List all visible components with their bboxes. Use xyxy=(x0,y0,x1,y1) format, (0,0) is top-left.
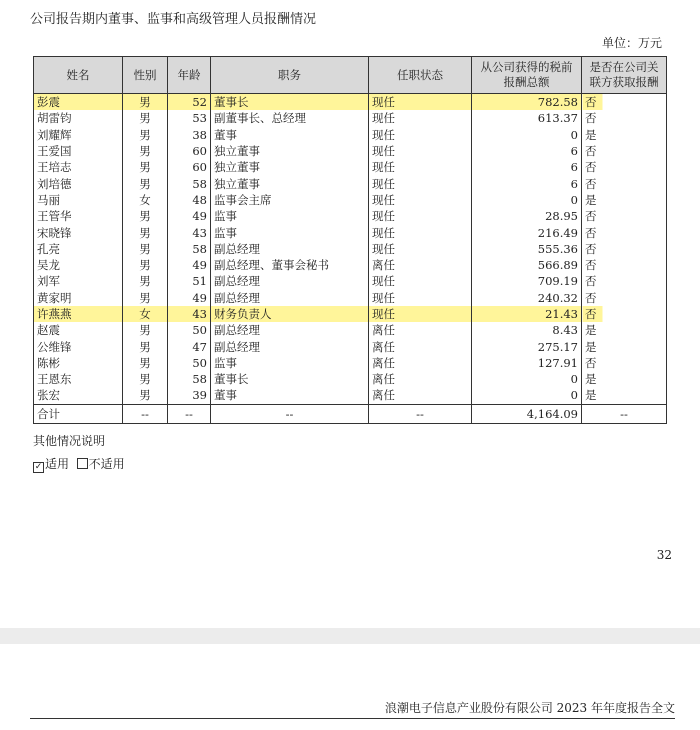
cell-name: 吴龙 xyxy=(34,257,123,273)
cell-pay: 0 xyxy=(472,127,582,143)
cell-name: 彭震 xyxy=(34,94,123,111)
cell-status: 现任 xyxy=(369,224,472,240)
cell-age: 50 xyxy=(168,322,211,338)
cell-pay: 8.43 xyxy=(472,322,582,338)
cell-position: 副总经理 xyxy=(211,290,369,306)
applicability-options xyxy=(33,455,125,473)
table-row xyxy=(34,192,667,208)
cell-status: 离任 xyxy=(369,338,472,354)
cell-related: 否 xyxy=(582,224,667,240)
total-cell-position: -- xyxy=(211,404,369,423)
cell-name: 刘军 xyxy=(34,273,123,289)
cell-name: 胡雷钧 xyxy=(34,110,123,126)
cell-gender: 男 xyxy=(123,371,168,387)
cell-related: 否 xyxy=(582,159,667,175)
cell-position: 监事 xyxy=(211,208,369,224)
cell-status: 离任 xyxy=(369,371,472,387)
compensation-table xyxy=(33,56,667,424)
cell-related: 否 xyxy=(582,306,667,322)
cell-age: 49 xyxy=(168,290,211,306)
cell-related: 否 xyxy=(582,273,667,289)
cell-pay: 28.95 xyxy=(472,208,582,224)
cell-position: 副总经理、董事会秘书 xyxy=(211,257,369,273)
cell-pay: 0 xyxy=(472,371,582,387)
cell-gender: 男 xyxy=(123,273,168,289)
cell-position: 监事 xyxy=(211,224,369,240)
cell-pay: 709.19 xyxy=(472,273,582,289)
cell-gender: 男 xyxy=(123,224,168,240)
cell-status: 现任 xyxy=(369,110,472,126)
cell-status: 现任 xyxy=(369,192,472,208)
cell-age: 58 xyxy=(168,371,211,387)
cell-pay: 555.36 xyxy=(472,241,582,257)
cell-related: 否 xyxy=(582,241,667,257)
cell-gender: 男 xyxy=(123,290,168,306)
cell-age: 58 xyxy=(168,175,211,191)
table-row xyxy=(34,290,667,306)
cell-gender: 男 xyxy=(123,208,168,224)
cell-related: 否 xyxy=(582,355,667,371)
header-status: 任职状态 xyxy=(369,57,472,94)
table-row xyxy=(34,322,667,338)
cell-pay: 566.89 xyxy=(472,257,582,273)
cell-position: 独立董事 xyxy=(211,175,369,191)
header-name: 姓名 xyxy=(34,57,123,94)
page-footer: 浪潮电子信息产业股份有限公司 2023 年年度报告全文 xyxy=(384,701,675,715)
cell-name: 王管华 xyxy=(34,208,123,224)
cell-related: 是 xyxy=(582,371,667,387)
cell-position: 董事长 xyxy=(211,371,369,387)
total-cell-age: -- xyxy=(168,404,211,423)
cell-gender: 男 xyxy=(123,127,168,143)
total-cell-related: -- xyxy=(582,404,667,423)
page-gap xyxy=(0,628,700,644)
total-cell-gender: -- xyxy=(123,404,168,423)
cell-position: 副总经理 xyxy=(211,273,369,289)
cell-pay: 240.32 xyxy=(472,290,582,306)
cell-position: 副总经理 xyxy=(211,322,369,338)
cell-related: 是 xyxy=(582,192,667,208)
cell-gender: 男 xyxy=(123,143,168,159)
cell-pay: 275.17 xyxy=(472,338,582,354)
table-row xyxy=(34,159,667,175)
cell-related: 是 xyxy=(582,322,667,338)
cell-position: 独立董事 xyxy=(211,143,369,159)
total-row xyxy=(34,404,667,423)
cell-status: 离任 xyxy=(369,355,472,371)
footer-divider xyxy=(30,718,675,719)
cell-name: 王培志 xyxy=(34,159,123,175)
cell-status: 现任 xyxy=(369,273,472,289)
cell-related: 否 xyxy=(582,143,667,159)
cell-name: 孔亮 xyxy=(34,241,123,257)
table-header-row xyxy=(34,57,667,94)
cell-pay: 782.58 xyxy=(472,94,582,111)
cell-name: 王恩东 xyxy=(34,371,123,387)
cell-status: 现任 xyxy=(369,94,472,111)
cell-pay: 0 xyxy=(472,192,582,208)
cell-gender: 男 xyxy=(123,110,168,126)
cell-status: 离任 xyxy=(369,322,472,338)
cell-name: 刘培德 xyxy=(34,175,123,191)
header-age: 年龄 xyxy=(168,57,211,94)
cell-position: 董事长 xyxy=(211,94,369,111)
header-related: 是否在公司关联方获取报酬 xyxy=(582,57,667,94)
cell-name: 黄家明 xyxy=(34,290,123,306)
header-pay: 从公司获得的税前报酬总额 xyxy=(472,57,582,94)
cell-name: 马丽 xyxy=(34,192,123,208)
cell-related: 是 xyxy=(582,127,667,143)
table-row xyxy=(34,355,667,371)
cell-pay: 6 xyxy=(472,159,582,175)
cell-related: 否 xyxy=(582,257,667,273)
cell-status: 现任 xyxy=(369,208,472,224)
cell-name: 张宏 xyxy=(34,387,123,404)
table-row xyxy=(34,175,667,191)
table-row xyxy=(34,224,667,240)
cell-age: 51 xyxy=(168,273,211,289)
checkbox-unchecked-icon xyxy=(77,458,88,469)
cell-related: 否 xyxy=(582,94,667,111)
not-applicable-label: 不适用 xyxy=(88,457,125,471)
cell-name: 宋晓锋 xyxy=(34,224,123,240)
total-cell-pay: 4,164.09 xyxy=(472,404,582,423)
total-cell-status: -- xyxy=(369,404,472,423)
cell-pay: 21.43 xyxy=(472,306,582,322)
section-title: 公司报告期内董事、监事和高级管理人员报酬情况 xyxy=(30,12,317,27)
cell-status: 现任 xyxy=(369,127,472,143)
cell-position: 董事 xyxy=(211,127,369,143)
cell-age: 60 xyxy=(168,159,211,175)
cell-related: 是 xyxy=(582,387,667,404)
cell-name: 公维锋 xyxy=(34,338,123,354)
cell-status: 现任 xyxy=(369,306,472,322)
cell-position: 独立董事 xyxy=(211,159,369,175)
cell-name: 陈彬 xyxy=(34,355,123,371)
table-row xyxy=(34,273,667,289)
table-row xyxy=(34,94,667,111)
cell-position: 监事 xyxy=(211,355,369,371)
cell-status: 现任 xyxy=(369,143,472,159)
cell-age: 52 xyxy=(168,94,211,111)
cell-pay: 613.37 xyxy=(472,110,582,126)
cell-gender: 男 xyxy=(123,322,168,338)
table-row xyxy=(34,387,667,404)
cell-age: 53 xyxy=(168,110,211,126)
applicable-label: 适用 xyxy=(45,457,70,471)
cell-gender: 男 xyxy=(123,257,168,273)
table-row xyxy=(34,110,667,126)
cell-name: 刘耀辉 xyxy=(34,127,123,143)
header-position: 职务 xyxy=(211,57,369,94)
cell-name: 许燕燕 xyxy=(34,306,123,322)
table-row xyxy=(34,241,667,257)
cell-age: 58 xyxy=(168,241,211,257)
unit-label: 单位：万元 xyxy=(601,36,662,50)
table-row xyxy=(34,371,667,387)
table-row xyxy=(34,257,667,273)
cell-position: 副董事长、总经理 xyxy=(211,110,369,126)
cell-age: 43 xyxy=(168,224,211,240)
table-row xyxy=(34,127,667,143)
cell-status: 离任 xyxy=(369,387,472,404)
cell-gender: 男 xyxy=(123,338,168,354)
cell-pay: 6 xyxy=(472,175,582,191)
cell-gender: 男 xyxy=(123,175,168,191)
cell-gender: 男 xyxy=(123,241,168,257)
cell-position: 董事 xyxy=(211,387,369,404)
page-number: 32 xyxy=(656,548,672,562)
header-gender: 性别 xyxy=(123,57,168,94)
cell-gender: 男 xyxy=(123,355,168,371)
cell-age: 60 xyxy=(168,143,211,159)
cell-related: 否 xyxy=(582,175,667,191)
cell-age: 39 xyxy=(168,387,211,404)
cell-age: 49 xyxy=(168,257,211,273)
cell-status: 离任 xyxy=(369,257,472,273)
table-row xyxy=(34,208,667,224)
cell-gender: 男 xyxy=(123,387,168,404)
checkbox-checked-icon: ✓ xyxy=(34,462,43,472)
cell-age: 38 xyxy=(168,127,211,143)
cell-name: 王爱国 xyxy=(34,143,123,159)
cell-pay: 216.49 xyxy=(472,224,582,240)
cell-related: 否 xyxy=(582,290,667,306)
cell-position: 副总经理 xyxy=(211,338,369,354)
cell-position: 财务负责人 xyxy=(211,306,369,322)
cell-age: 50 xyxy=(168,355,211,371)
cell-age: 43 xyxy=(168,306,211,322)
table-row xyxy=(34,338,667,354)
table-row xyxy=(34,143,667,159)
cell-gender: 女 xyxy=(123,306,168,322)
cell-gender: 女 xyxy=(123,192,168,208)
cell-position: 监事会主席 xyxy=(211,192,369,208)
cell-name: 赵震 xyxy=(34,322,123,338)
cell-status: 现任 xyxy=(369,290,472,306)
cell-related: 否 xyxy=(582,208,667,224)
cell-pay: 127.91 xyxy=(472,355,582,371)
cell-related: 否 xyxy=(582,110,667,126)
cell-age: 49 xyxy=(168,208,211,224)
cell-status: 现任 xyxy=(369,159,472,175)
cell-status: 现任 xyxy=(369,175,472,191)
cell-pay: 0 xyxy=(472,387,582,404)
cell-position: 副总经理 xyxy=(211,241,369,257)
cell-age: 47 xyxy=(168,338,211,354)
table-row xyxy=(34,306,667,322)
cell-gender: 男 xyxy=(123,159,168,175)
cell-pay: 6 xyxy=(472,143,582,159)
cell-age: 48 xyxy=(168,192,211,208)
cell-status: 现任 xyxy=(369,241,472,257)
cell-related: 是 xyxy=(582,338,667,354)
cell-gender: 男 xyxy=(123,94,168,111)
total-cell-name: 合计 xyxy=(34,404,123,423)
notes-title: 其他情况说明 xyxy=(33,434,106,448)
